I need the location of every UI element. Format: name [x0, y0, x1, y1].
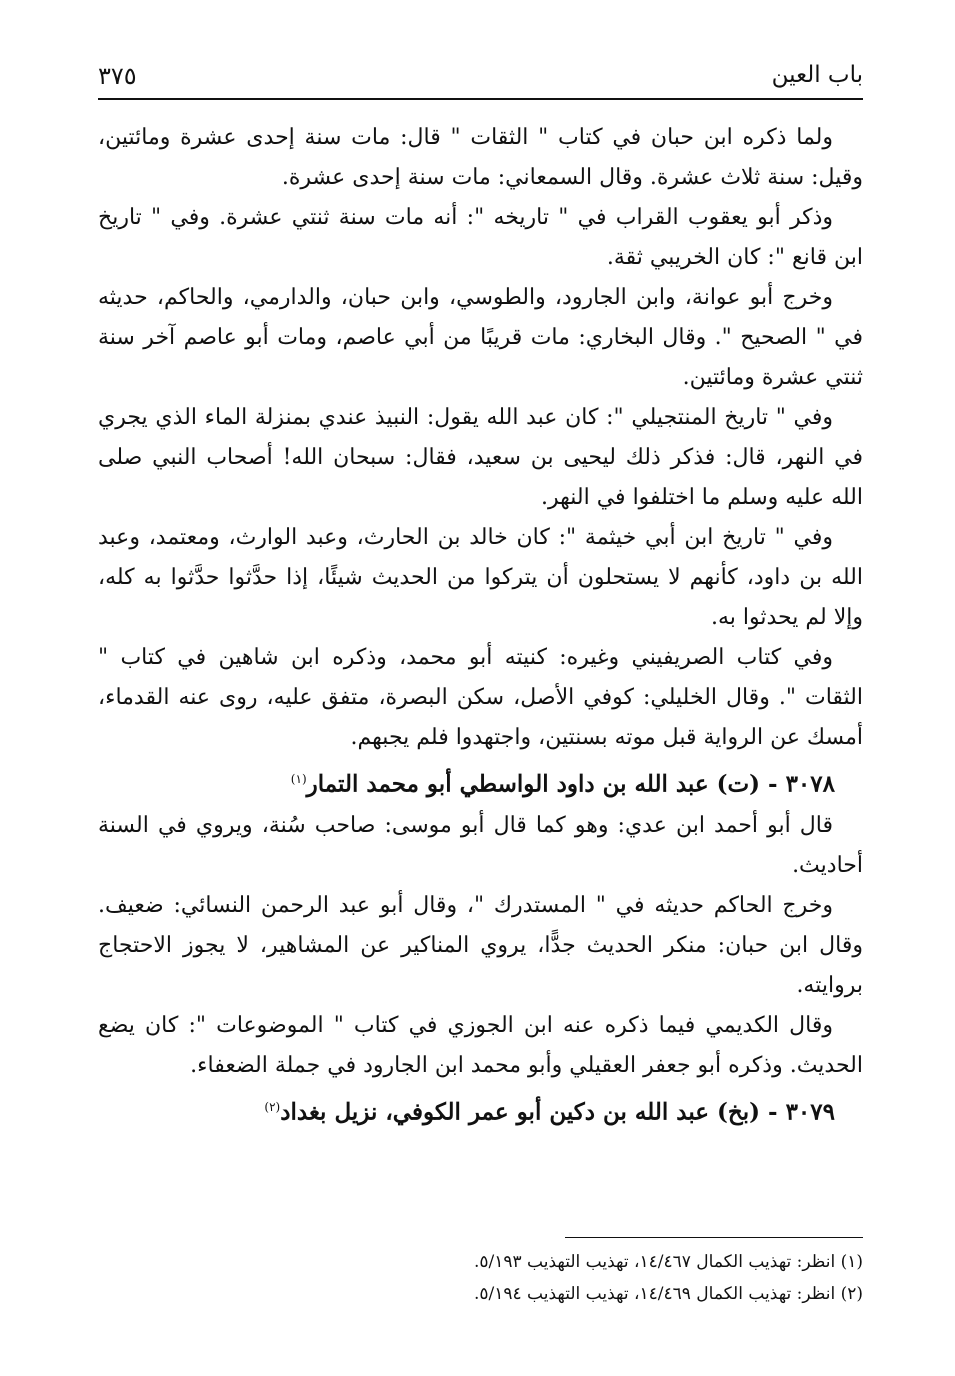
footnote-ref: (١) [290, 772, 307, 786]
footnote: (٢) انظر: تهذيب الكمال ١٤/٤٦٩، تهذيب التهذيب ٥/١٩٤. [473, 1284, 863, 1304]
entry-heading-text: ٣٠٧٩ - (بخ) عبد الله بن دكين أبو عمر الكوفي، نزيل بغداد [280, 1098, 835, 1126]
main-text [98, 118, 863, 1133]
paragraph: وقال الكديمي فيما ذكره عنه ابن الجوزي في كتاب " الموضوعات ": كان يضع الحديث. وذكره أبو جعفر العقيلي وأبو محمد ابن الجارود في جملة الضعفاء. [98, 1012, 863, 1078]
paragraph: وخرج أبو عوانة، وابن الجارود، والطوسي، وابن حبان، والدارمي، والحاكم، حديثه في " الصحيح ". وقال البخاري: مات قريبًا من أبي عاصم، ومات أبو عاصم آخر سنة ثنتي عشرة ومائتين. [98, 285, 863, 390]
footnote-ref: (٢) [264, 1099, 281, 1114]
page-number: ٣٧٥ [98, 62, 137, 90]
entry-heading [98, 758, 863, 806]
paragraph: وفي " تاريخ المنتجيلي ": كان عبد الله يقول: النبيذ عندي بمنزلة الماء الذي يجري في النهر، قال: فذكر ذلك ليحيى بن سعيد، فقال: سبحان الله! أصحاب النبي صلى الله عليه وسلم ما اختلفوا في النهر. [98, 405, 863, 510]
entry-heading-text: ٣٠٧٨ - (ت) عبد الله بن داود الواسطي أبو محمد التمار [306, 770, 835, 798]
paragraph: ولما ذكره ابن حبان في كتاب " الثقات " قال: مات سنة إحدى عشرة ومائتين، وقيل: سنة ثلاث عشرة. وقال السمعاني: مات سنة إحدى عشرة. [98, 125, 863, 190]
paragraph: وفي كتاب الصريفيني وغيره: كنيته أبو محمد، وذكره ابن شاهين في كتاب " الثقات ". وقال الخليلي: كوفي الأصل، سكن البصرة، متفق عليه، روى عنه القدماء، أمسك عن الرواية قبل موته بسنتين، واجتهدوا فلم يجبهم. [98, 645, 863, 750]
paragraph: قال أبو أحمد ابن عدي: وهو كما قال أبو موسى: صاحب سُنة، ويروي في السنة أحاديث. [98, 812, 863, 878]
footnotes [98, 1246, 863, 1310]
paragraph: وخرج الحاكم حديثه في " المستدرك "، وقال أبو عبد الرحمن النسائي: ضعيف. وقال ابن حبان: منكر الحديث جدًّا، يروي المناكير عن المشاهير، لا يجوز الاحتجاج بروايته. [98, 892, 863, 998]
chapter-title: باب العين [771, 62, 863, 88]
entry-heading [98, 1086, 863, 1134]
footnote-divider [565, 1237, 863, 1238]
footnote: (١) انظر: تهذيب الكمال ١٤/٤٦٧، تهذيب التهذيب ٥/١٩٣. [473, 1252, 863, 1272]
running-header [98, 58, 863, 100]
paragraph: وفي " تاريخ ابن أبي خيثمة ": كان خالد بن الحارث، وعبد الوارث، ومعتمد، وعبد الله بن داود، كأنهم لا يستحلون أن يتركوا من الحديث شيئًا، إذا حدَّثوا حدَّثوا به كله، وإلا لم يحدثوا به. [98, 525, 863, 630]
paragraph: وذكر أبو يعقوب القراب في " تاريخه ": أنه مات سنة ثنتي عشرة. وفي " تاريخ ابن قانع ": كان الخريبي ثقة. [98, 205, 863, 270]
